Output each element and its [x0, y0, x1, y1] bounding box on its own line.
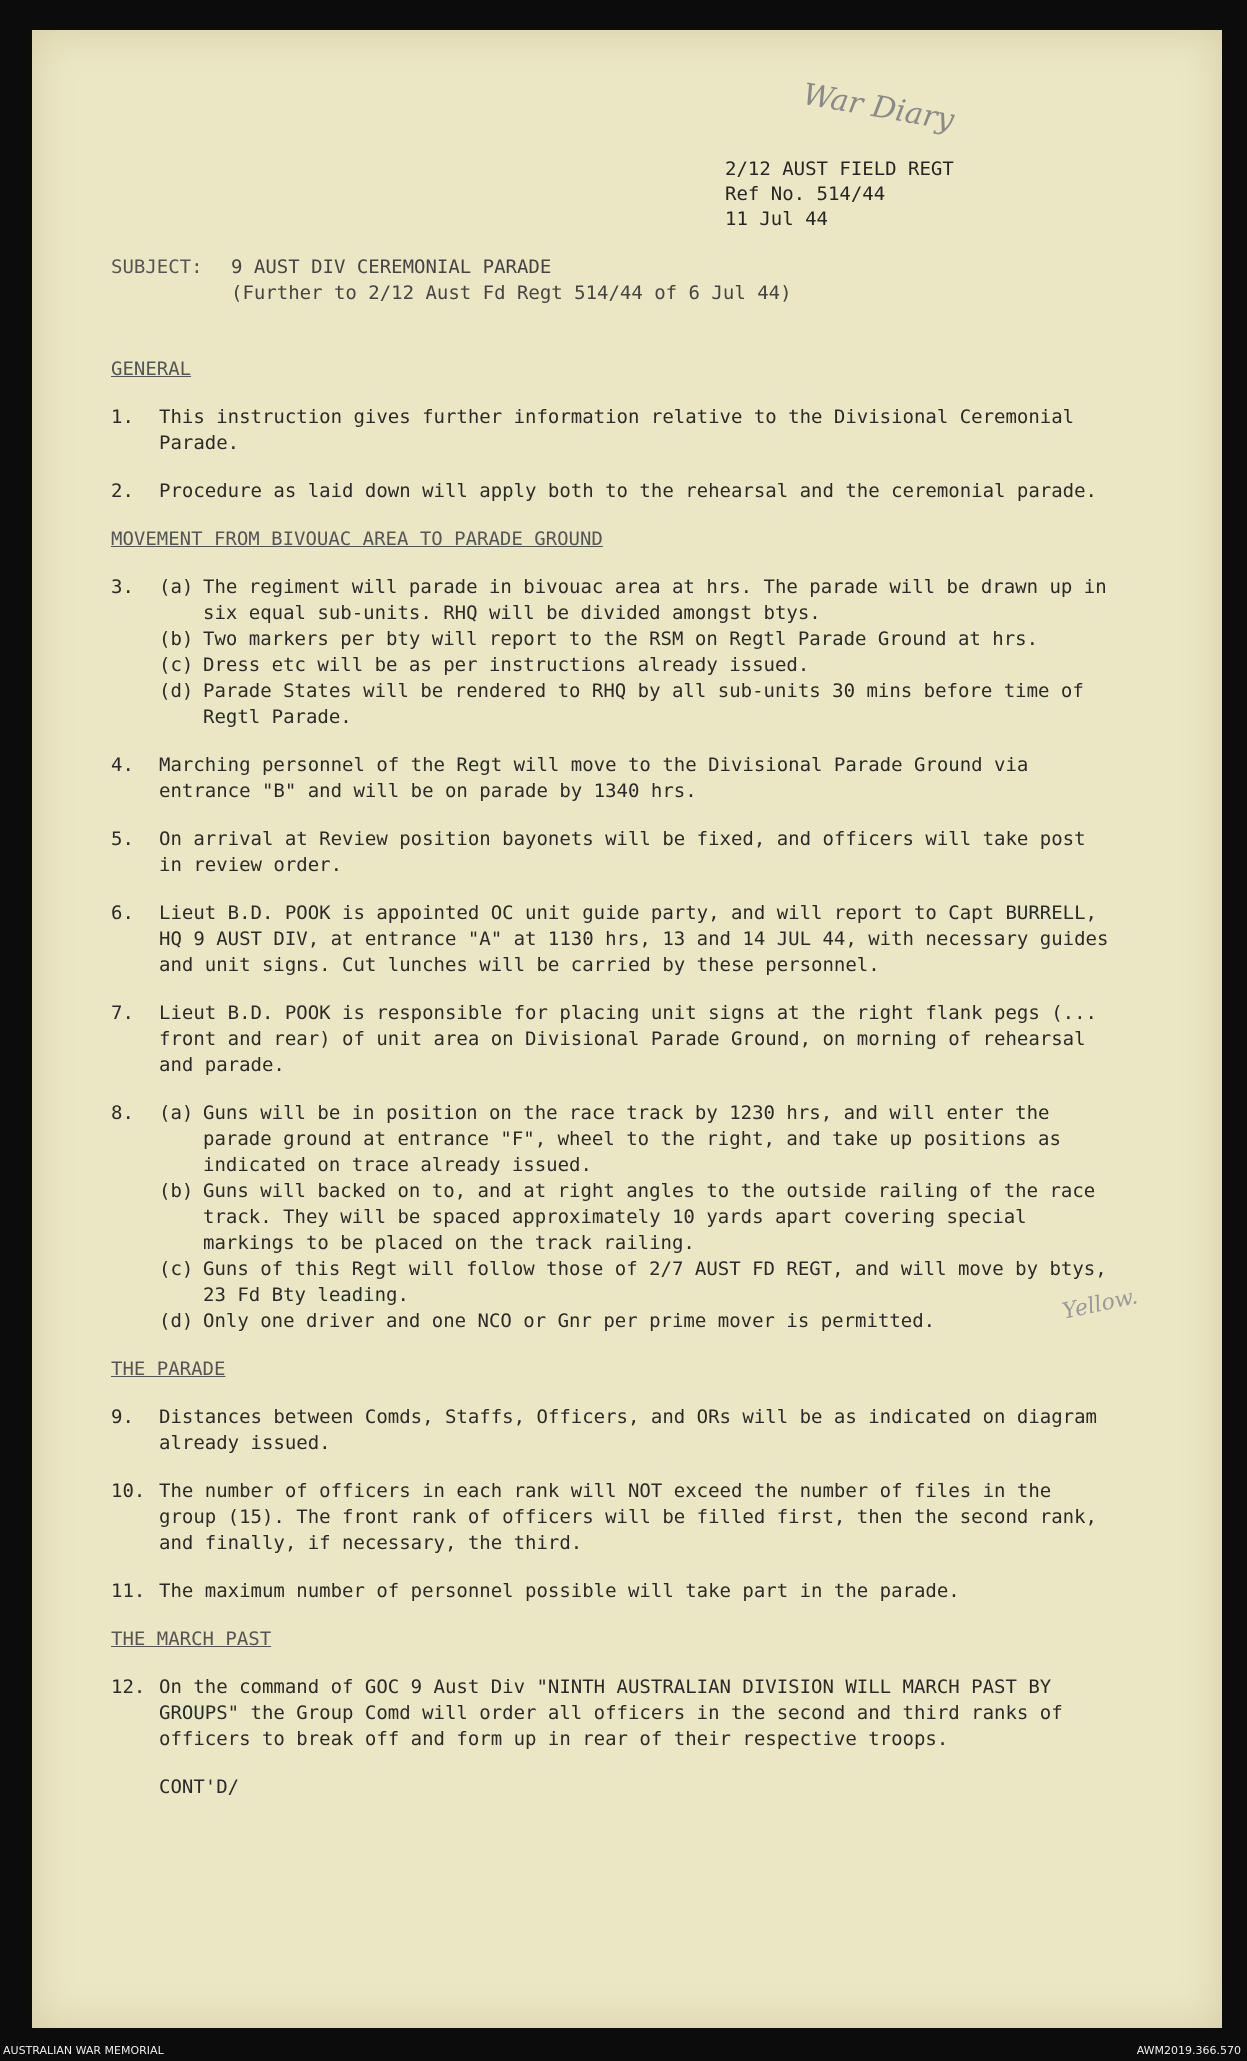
- subject-line-2: (Further to 2/12 Aust Fd Regt 514/44 of 6 Jul 44): [231, 282, 792, 304]
- ref-number: Ref No. 514/44: [725, 183, 886, 205]
- paragraph-text: Procedure as laid down will apply both to the rehearsal and the ceremonial parade.: [159, 480, 1097, 502]
- subject-block: [111, 254, 1111, 306]
- sub-paragraph-letter: (b): [159, 1180, 194, 1202]
- sub-paragraph-text: Only one driver and one NCO or Gnr per prime mover is permitted.: [203, 1310, 936, 1332]
- sub-paragraph: [159, 626, 1111, 652]
- paragraph-number: 2.: [111, 480, 134, 502]
- paragraph-number: 10.: [111, 1480, 146, 1502]
- handwritten-margin-note: Yellow.: [1060, 1284, 1140, 1325]
- paragraph-number: 5.: [111, 828, 134, 850]
- sub-paragraph: [159, 1100, 1111, 1178]
- continued-marker: CONT'D/: [159, 1776, 240, 1798]
- paragraph-number: 1.: [111, 406, 134, 428]
- paragraph: [111, 1100, 1111, 1334]
- paragraph: [111, 1478, 1111, 1556]
- paragraph-text: Distances between Comds, Staffs, Officers, and ORs will be as indicated on diagram already issued.: [159, 1406, 1097, 1454]
- sub-paragraph: [159, 1256, 1111, 1308]
- paragraph: [111, 404, 1111, 456]
- paragraph-number: 12.: [111, 1676, 146, 1698]
- paragraph-number: 11.: [111, 1580, 146, 1602]
- sub-paragraph-letter: (b): [159, 628, 194, 650]
- sections: [111, 356, 1111, 1752]
- reference-block: [725, 157, 954, 232]
- sub-paragraph-letter: (d): [159, 680, 194, 702]
- paragraph-text: This instruction gives further information relative to the Divisional Ceremonial Parade.: [159, 406, 1075, 454]
- paragraph-text: On arrival at Review position bayonets will be fixed, and officers will take post in review order.: [159, 828, 1086, 876]
- paragraph: [111, 752, 1111, 804]
- footer-accession-number: AWM2019.366.570: [1136, 2044, 1241, 2057]
- paragraph-text: On the command of GOC 9 Aust Div "NINTH AUSTRALIAN DIVISION WILL MARCH PAST BY GROUPS" the Group Comd will order all officers in the second and third ranks of officers to break off and form up in rear of their respective troops.: [159, 1676, 1063, 1750]
- paragraph: [111, 478, 1111, 504]
- sub-paragraph: [159, 1308, 1111, 1334]
- section-heading: GENERAL: [111, 358, 192, 380]
- sub-paragraph-letter: (a): [159, 576, 194, 598]
- subject-label: SUBJECT:: [111, 256, 203, 278]
- sub-paragraph-text: Guns will be in position on the race track by 1230 hrs, and will enter the parade ground at entrance "F", wheel to the right, and take up positions as indicated on trace already issued.: [203, 1102, 1061, 1176]
- sub-paragraph-text: Guns of this Regt will follow those of 2/7 AUST FD REGT, and will move by btys, 23 Fd Bty leading.: [203, 1258, 1107, 1306]
- section-heading: MOVEMENT FROM BIVOUAC AREA TO PARADE GROUND: [111, 528, 603, 550]
- paragraph-number: 3.: [111, 576, 134, 598]
- footer-institution: AUSTRALIAN WAR MEMORIAL: [3, 2044, 164, 2057]
- unit-name: 2/12 AUST FIELD REGT: [725, 158, 954, 180]
- paragraph-text: Marching personnel of the Regt will move to the Divisional Parade Ground via entrance "B" and will be on parade by 1340 hrs.: [159, 754, 1029, 802]
- sub-paragraph: [159, 652, 1111, 678]
- paragraph-number: 4.: [111, 754, 134, 776]
- paragraph-text: Lieut B.D. POOK is appointed OC unit guide party, and will report to Capt BURRELL, HQ 9 AUST DIV, at entrance "A" at 1130 hrs, 13 and 14 JUL 44, with necessary guides and unit signs. Cut lunches will be carried by these personnel.: [159, 902, 1109, 976]
- paragraph-number: 8.: [111, 1102, 134, 1124]
- paragraph-number: 9.: [111, 1406, 134, 1428]
- sub-paragraph-text: Dress etc will be as per instructions already issued.: [203, 654, 810, 676]
- section-heading: THE MARCH PAST: [111, 1628, 272, 1650]
- sub-paragraph-text: Guns will backed on to, and at right angles to the outside railing of the race track. They will be spaced approximately 10 yards apart covering special markings to be placed on the track railing.: [203, 1180, 1096, 1254]
- paragraph: [111, 1674, 1111, 1752]
- sub-paragraph: [159, 678, 1111, 730]
- paragraph-number: 7.: [111, 1002, 134, 1024]
- date: 11 Jul 44: [725, 208, 828, 230]
- sub-paragraph-letter: (c): [159, 654, 194, 676]
- sub-paragraph: [159, 574, 1111, 626]
- sub-paragraph-letter: (d): [159, 1310, 194, 1332]
- sub-paragraph: [159, 1178, 1111, 1256]
- paragraph-number: 6.: [111, 902, 134, 924]
- document-body: [111, 254, 1111, 1800]
- paragraph: [111, 574, 1111, 730]
- sub-paragraph-text: The regiment will parade in bivouac area at hrs. The parade will be drawn up in six equal sub-units. RHQ will be divided amongst btys.: [203, 576, 1107, 624]
- sub-paragraph-letter: (a): [159, 1102, 194, 1124]
- paragraph: [111, 1578, 1111, 1604]
- paragraph: [111, 1404, 1111, 1456]
- paragraph: [111, 826, 1111, 878]
- section-heading: THE PARADE: [111, 1358, 226, 1380]
- paragraph-text: The maximum number of personnel possible will take part in the parade.: [159, 1580, 960, 1602]
- sub-paragraph-letter: (c): [159, 1258, 194, 1280]
- subject-line-1: 9 AUST DIV CEREMONIAL PARADE: [231, 256, 552, 278]
- sub-paragraph-text: Two markers per bty will report to the RSM on Regtl Parade Ground at hrs.: [203, 628, 1039, 650]
- handwritten-note: War Diary: [800, 76, 957, 139]
- paragraph: [111, 1000, 1111, 1078]
- paragraph-text: Lieut B.D. POOK is responsible for placing unit signs at the right flank pegs (... front and rear) of unit area on Divisional Parade Ground, on morning of rehearsal and parade.: [159, 1002, 1097, 1076]
- paragraph-text: The number of officers in each rank will NOT exceed the number of files in the group (15). The front rank of officers will be filled first, then the second rank, and finally, if necessary, the third.: [159, 1480, 1097, 1554]
- paragraph: [111, 900, 1111, 978]
- sub-paragraph-text: Parade States will be rendered to RHQ by all sub-units 30 mins before time of Regtl Parade.: [203, 680, 1084, 728]
